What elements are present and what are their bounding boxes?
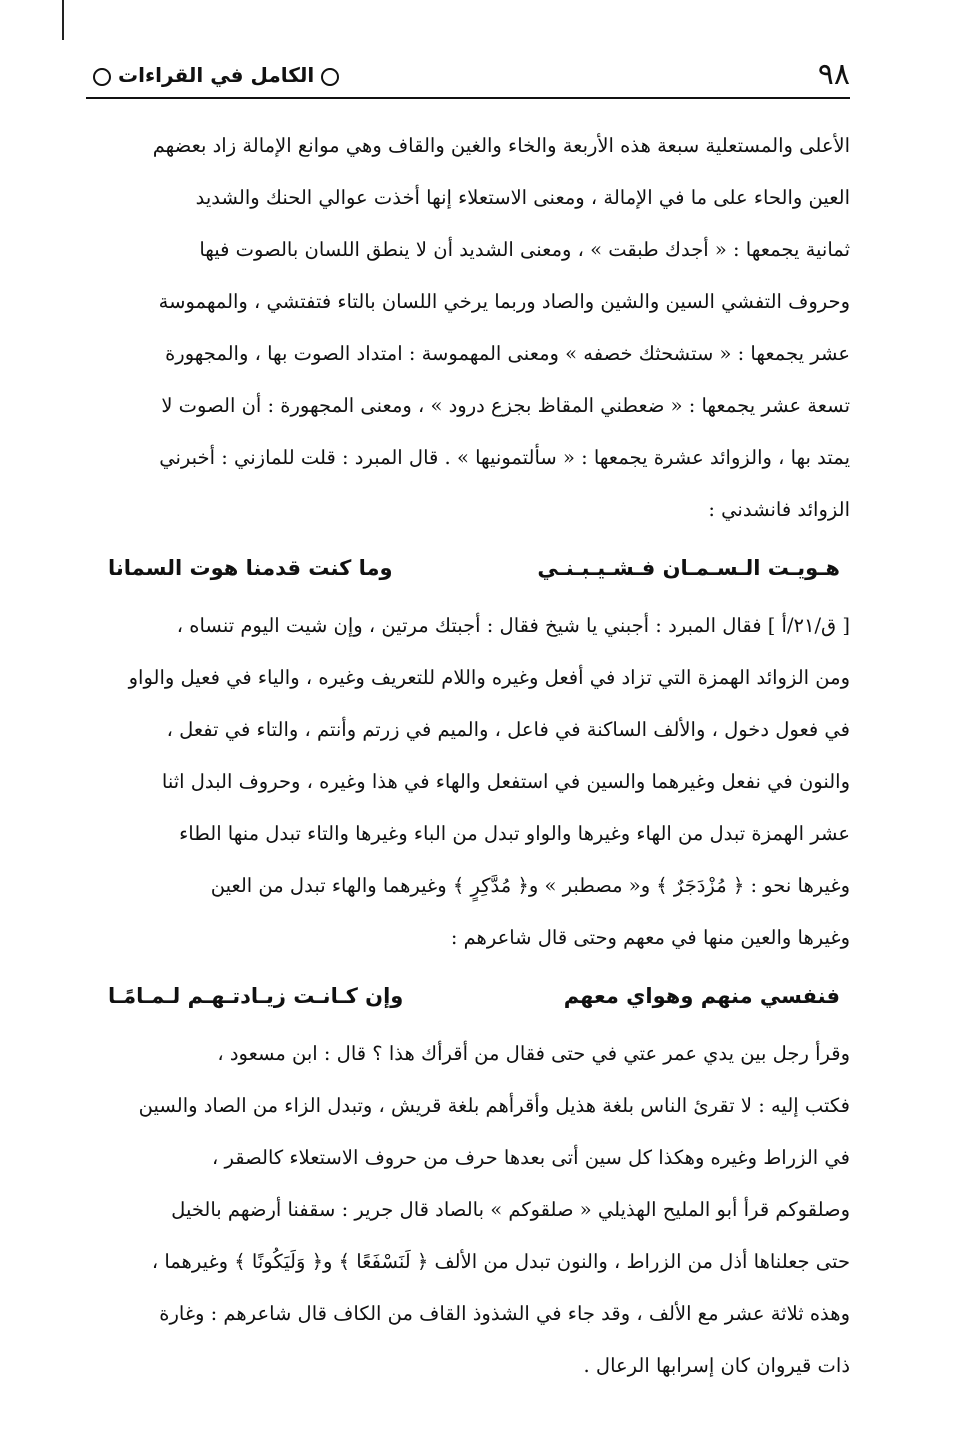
text-line: وصلقوكم قرأ أبو المليح الهذيلي « صلقوكم » بالصاد قال جرير : سقفنا أرضهم بالخيل [171, 1198, 850, 1221]
text-line: الزوائد فانشدني : [708, 498, 850, 521]
text-line: العين والحاء على ما في الإمالة ، ومعنى الاستعلاء إنها أخذت عوالي الحنك والشديد [195, 186, 850, 209]
text-line: ثمانية يجمعها : « أجدك طبقت » ، ومعنى الشديد أن لا ينطق اللسان بالصوت فيها [199, 238, 850, 261]
text-line: ومن الزوائد الهمزة التي تزاد في أفعل وغيره واللام للتعريف وغيره ، والياء في فعيل والواو [128, 666, 850, 689]
text-line: عشر الهمزة تبدل من الهاء وغيرها والواو تبدل من الباء وغيرها والتاء تبدل منها الطاء [179, 822, 850, 845]
text-line: فكتب إليه : لا تقرئ الناس بلغة هذيل وأقرأهم بلغة قريش ، وتبدل الزاء من الصاد والسين [138, 1094, 850, 1117]
text-line: وغيرها نحو : ﴿ مُزْدَجَرٌ ﴾ و« مصطبر » و﴿ مُدَّكِرٍ ﴾ وغيرهما والهاء تبدل من العين [210, 874, 850, 897]
text-line: يمتد بها ، والزوائد عشرة يجمعها : « سألتمونيها » . قال المبرد : قلت للمازني : أخبرني [159, 446, 850, 469]
text-line: والنون في نفعل وغيرهما والسين في استفعل والهاء في هذا وغيره ، وحروف البدل اثنا [161, 770, 850, 793]
text-line: وغيرها والعين منها في معهم وحتى قال شاعرهم : [450, 926, 850, 949]
poetry-verse [78, 964, 850, 1028]
verse-second-hemistich: وإن كـانـت زيـادتـهـم لـمـامًـا [108, 984, 404, 1008]
running-title: الكامل في القراءات [118, 63, 315, 87]
text-line: في فعول دخول ، والألف الساكنة في فاعل ، والميم في زرتم وأنتم ، والتاء في تفعل ، [166, 718, 850, 741]
header-rule [86, 97, 850, 99]
text-line: ذات قيروان كان إسرابها الرعال . [583, 1354, 850, 1377]
text-line: عشر يجمعها : « ستشحثك خصفه » ومعنى المهموسة : امتداد الصوت بها ، والمجهورة [165, 342, 850, 365]
page-header [86, 55, 850, 95]
text-line: وحروف التفشي السين والشين والصاد وربما يرخي اللسان بالتاء فتفتشي ، والمهموسة [158, 290, 850, 313]
verse-first-hemistich: فنفسي منهم وهواي معهم [563, 984, 840, 1008]
text-line: في الزراط وغيره وهكذا كل سين أتى بعدها حرف من حروف الاستعلاء كالصقر ، [212, 1146, 850, 1169]
text-line: الأعلى والمستعلية سبعة هذه الأربعة والخاء والغين والقاف وهي موانع الإمالة زاد بعضهم [152, 134, 850, 157]
text-line: حتى جعلناها أذل من الزراط ، والنون تبدل من الألف ﴿ لَنَسْفَعًا ﴾ و﴿ وَلَيَكُونًا ﴾ وغيرهما ، [151, 1250, 850, 1273]
poetry-verse [78, 536, 850, 600]
verse-second-hemistich: وما كنت قدمنا هوت السمانا [108, 556, 393, 580]
text-line: [ ق/٢١/أ ] فقال المبرد : أجبني يا شيخ فقال : أجبتك مرتين ، وإن شيت اليوم تنساه ، [176, 614, 850, 637]
scan-edge-mark [62, 0, 64, 40]
circle-ornament-icon [321, 68, 339, 86]
page-body [78, 120, 850, 1392]
text-line: وقرأ رجل بين يدي عمر عتي في حتى فقال من أقرأك هذا ؟ قال : ابن مسعود ، [217, 1042, 850, 1065]
circle-ornament-icon [93, 68, 111, 86]
text-line: وهذه ثلاثة عشر مع الألف ، وقد جاء في الشذوذ القاف من الكاف قال شاعرهم : وغارة [159, 1302, 850, 1325]
running-title-group [86, 55, 346, 95]
verse-first-hemistich: هـويـت الـسـمـان فـشـيـبـنـي [537, 556, 840, 580]
text-line: تسعة عشر يجمعها : « ضعطني المقاظ بجزع درود » ، ومعنى المجهورة : أن الصوت لا [161, 394, 850, 417]
page-number: ٩٨ [817, 57, 850, 92]
